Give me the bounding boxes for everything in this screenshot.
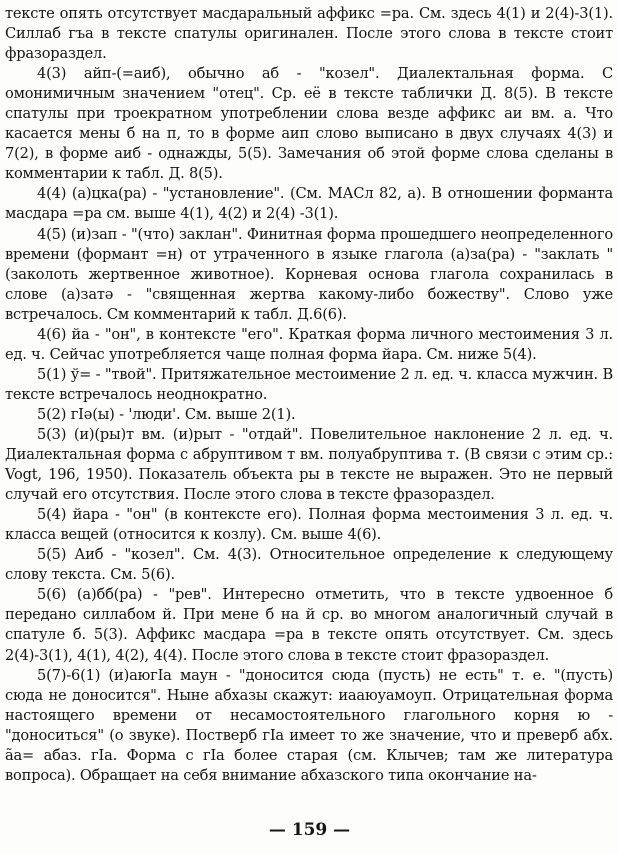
commentary-body xyxy=(5,4,613,786)
paragraph-4-3: 4(3) айп-(=аиб), обычно аб - "козел". Диалектальная форма. С омонимичным значением "отец". Ср. её в тексте таблички Д. 8(5). В тексте спатулы при троекратном употреблении слова везде аффикс аи вм. а. Что касается мены б на п, то в форме аип слово выписано в двух случаях 4(3) и 7(2), в форме аиб - однажды, 5(5). Замечания об этой форме слова сделаны в комментарии к табл. Д. 8(5). xyxy=(5,65,613,183)
paragraph-5-4: 5(4) йара - "он" (в контексте его). Полная форма местоимения 3 л. ед. ч. класса вещей (относится к козлу). См. выше 4(6). xyxy=(5,506,613,544)
paragraph-4-5: 4(5) (и)зап - "(что) заклан". Финитная форма прошедшего неопределенного времени (формант =н) от утраченного в языке глагола (а)за(ра) - "заклать " (заколоть жертвенное животное). Корневая основа глагола сохранилась в слове (а)затә - "священная жертва какому-либо божеству". Слово уже встречалось. См комментарий к табл. Д.6(6). xyxy=(5,225,613,323)
paragraph-4-4: 4(4) (а)цка(ра) - "установление". (См. МАСл 82, а). В отношении форманта масдара =ра см. выше 4(1), 4(2) и 2(4) -3(1). xyxy=(5,185,613,223)
paragraph-5-6: 5(6) (а)бб(ра) - "рев". Интересно отметить, что в тексте удвоенное б передано силлабом й. При мене б на й ср. во многом аналогичный случай в спатуле б. 5(3). Аффикс масдара =ра в тексте опять отсутствует. См. здесь 2(4)-3(1), 4(1), 4(2), 4(4). После этого слова в тексте стоит фразораздел. xyxy=(5,586,613,664)
paragraph-5-7: 5(7)-6(1) (и)аюгӀа маун - "доносится сюда (пусть) не есть" т. е. "(пусть) сюда не доносится". Ныне абхазы скажут: иааюуамоуп. Отрицательная форма настоящего времени от несамостоятельного глагольного корня ю - "доноситься" (о звуке). Постверб гӀа имеет то же значение, что и преверб абх. ãа= абаз. гӀа. Форма с гӀа более старая (см. Клычев; там же литература вопроса). Обращает на себя внимание абхазского типа окончание на- xyxy=(5,666,613,784)
paragraph-5-3: 5(3) (и)(ры)т вм. (и)рыт - "отдай". Повелительное наклонение 2 л. ед. ч. Диалектальная форма с абруптивом т вм. полуабруптива т. (В связи с этим ср.: Vogt, 196, 1950). Показатель объекта ры в тексте не выражен. Это не первый случай его отсутствия. После этого слова в тексте фразораздел. xyxy=(5,425,613,504)
page-number: — 159 — xyxy=(268,820,351,840)
paragraph-5-1: 5(1) ў= - "твой". Притяжательное местоимение 2 л. ед. ч. класса мужчин. В тексте встречалось неоднократно. xyxy=(5,365,613,403)
paragraph-5-2: 5(2) гӀә(ы) - 'люди'. См. выше 2(1). xyxy=(37,405,296,423)
paragraph-4-6: 4(6) йа - "он", в контексте "его". Краткая форма личного местоимения 3 л. ед. ч. Сейчас употребляется чаще полная форма йара. См. ниже 5(4). xyxy=(5,325,613,363)
paragraph-5-5: 5(5) Аиб - "козел". См. 4(3). Относительное определение к следующему слову текста. См. 5(6). xyxy=(5,546,613,584)
paragraph-continuation: тексте опять отсутствует масдаральный аффикс =ра. См. здесь 4(1) и 2(4)-3(1). Силлаб гъа в тексте спатулы оригинален. После этого слова в тексте стоит фразораздел. xyxy=(5,5,613,63)
